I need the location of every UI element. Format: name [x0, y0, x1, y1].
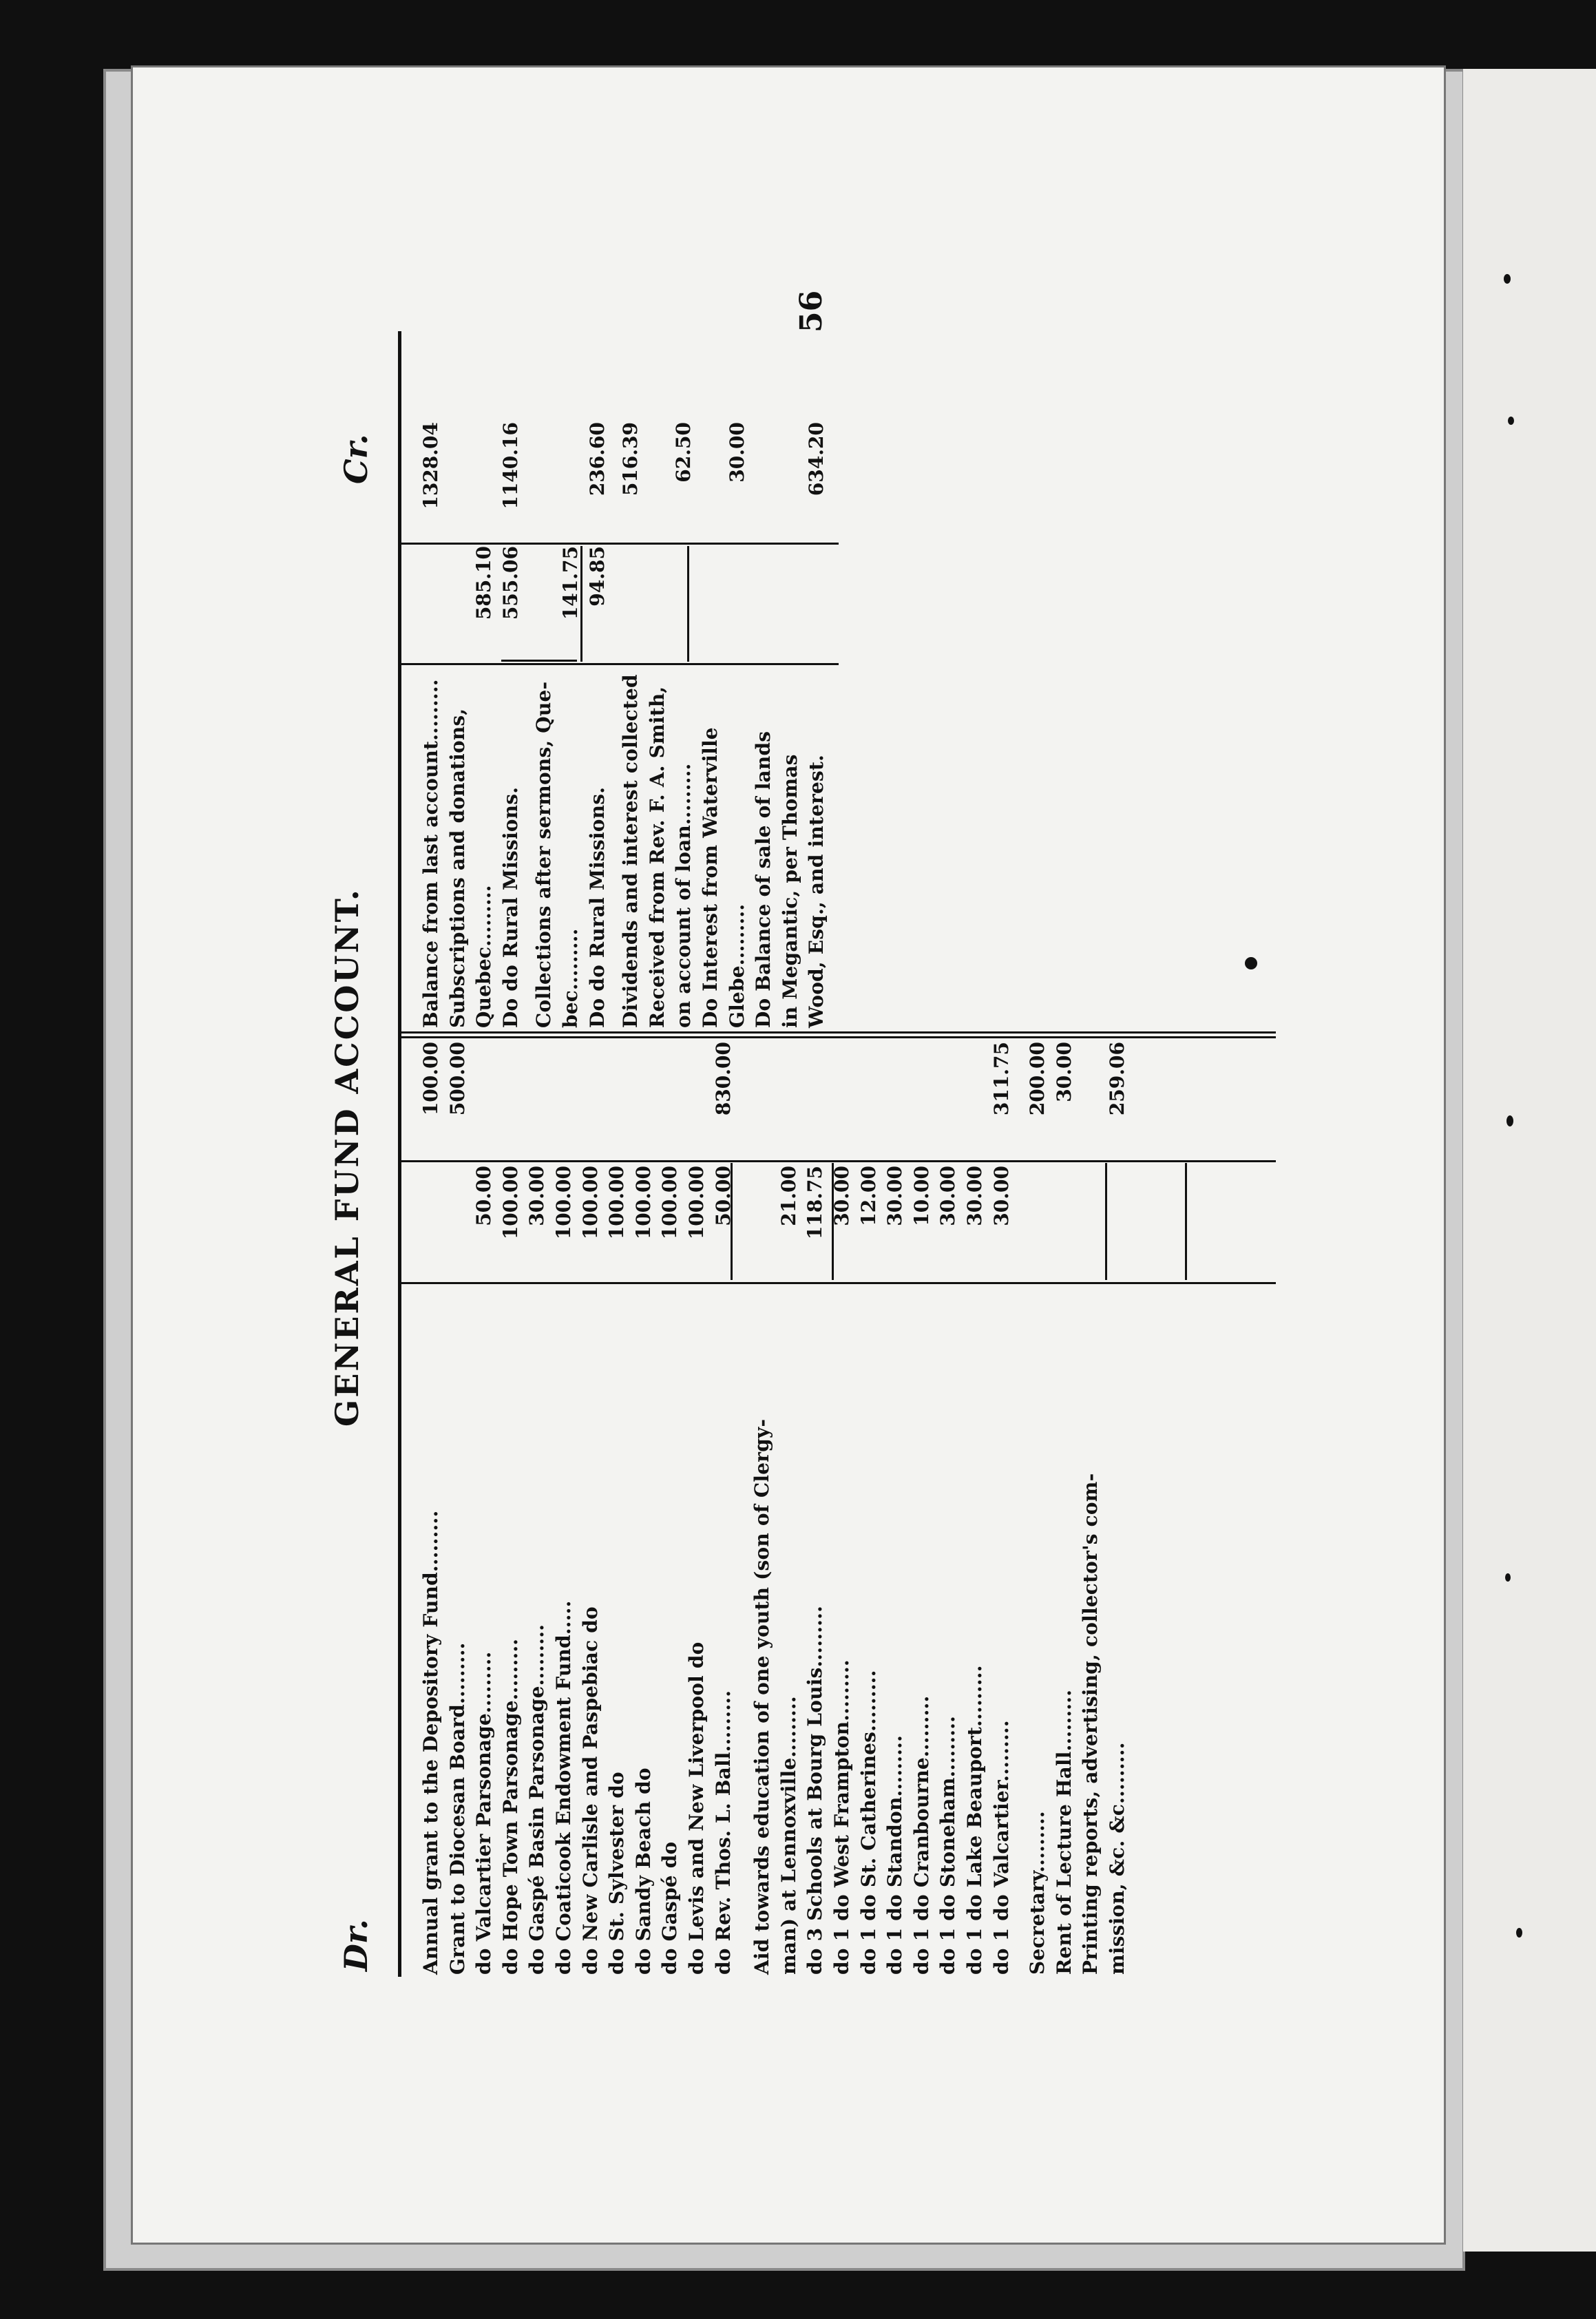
credit-item-label: Do do Rural Missions. — [585, 786, 609, 1028]
group-rule — [1105, 1163, 1107, 1280]
debit-total-amount: 500.00 — [445, 1042, 469, 1116]
credit-item-label: Received from Rev. F. A. Smith, — [645, 686, 669, 1028]
credit-item-amount: 585.10 — [472, 546, 496, 620]
center-double-rule — [398, 1031, 1276, 1033]
debit-item-amount: 50.00 — [711, 1166, 735, 1226]
debit-item-label: do 1 do St. Catherines......... — [857, 1670, 880, 1975]
debit-item-label: do Valcartier Parsonage......... — [472, 1651, 496, 1975]
ink-speck — [1505, 1573, 1511, 1582]
debit-item-label: do New Carlisle and Paspebiac do — [578, 1606, 602, 1975]
document-page — [131, 65, 1446, 2245]
debit-item-amount: 118.75 — [804, 1166, 827, 1240]
debit-item-label: do St. Sylvester do — [605, 1772, 629, 1975]
rotated-ledger — [133, 67, 1448, 2247]
debit-item-label: do Gaspé Basin Parsonage......... — [525, 1624, 549, 1975]
debit-item-label: mission, &c. &c......... — [1106, 1742, 1128, 1975]
debit-total-amount: 200.00 — [1026, 1042, 1049, 1116]
credit-item-amount: 94.85 — [585, 546, 609, 607]
credit-total-amount: 634.20 — [805, 422, 828, 496]
credit-total-amount: 1328.04 — [419, 422, 442, 510]
debit-item-amount: 12.00 — [857, 1166, 880, 1226]
debit-item-label: Secretary......... — [1026, 1811, 1049, 1975]
credit-item-label: Dividends and interest collected — [619, 674, 642, 1028]
credit-total-amount: 30.00 — [725, 422, 748, 483]
credit-item-label: Do do Rural Missions. — [498, 786, 522, 1028]
debit-total-amount: 311.75 — [989, 1042, 1013, 1116]
credit-item-label: Quebec......... — [472, 885, 496, 1028]
page-title: GENERAL FUND ACCOUNT. — [328, 888, 366, 1427]
debit-item-label: do 1 do Valcartier......... — [989, 1720, 1013, 1975]
ink-speck — [1516, 1928, 1522, 1938]
group-rule — [687, 546, 689, 662]
credit-item-label: bec......... — [559, 928, 582, 1028]
credit-item-label: Do Balance of sale of lands — [752, 731, 775, 1028]
group-rule — [501, 660, 577, 662]
debit-col-rule — [398, 1160, 1276, 1162]
credit-item-label: in Megantic, per Thomas — [778, 754, 801, 1028]
credit-total-amount: 1140.16 — [498, 422, 522, 510]
debit-item-label: Printing reports, advertising, collector's com- — [1079, 1473, 1102, 1975]
credit-item-label: on account of loan......... — [672, 763, 695, 1028]
ink-speck — [1508, 417, 1514, 425]
debit-item-amount: 10.00 — [910, 1166, 933, 1226]
debit-item-amount: 100.00 — [552, 1166, 575, 1240]
page-number: 56 — [794, 290, 829, 333]
credit-total-amount: 62.50 — [672, 422, 695, 483]
debit-item-label: do Hope Town Parsonage......... — [498, 1638, 522, 1975]
debit-item-amount: 50.00 — [472, 1166, 496, 1226]
debit-item-label: do 1 do Stoneham......... — [936, 1715, 960, 1975]
debit-item-label: do 1 do Lake Beauport......... — [963, 1665, 986, 1975]
debit-item-amount: 30.00 — [525, 1166, 549, 1226]
credit-total-amount: 516.39 — [619, 422, 642, 496]
debit-item-label: Aid towards education of one youth (son of Clergy- — [750, 1418, 774, 1975]
credit-item-amount: 141.75 — [559, 546, 582, 620]
credit-item-label: Collections after sermons, Que- — [532, 681, 556, 1028]
ink-speck — [1506, 1115, 1513, 1126]
debit-item-label: man) at Lennoxville......... — [777, 1696, 800, 1975]
debit-item-amount: 100.00 — [498, 1166, 522, 1240]
debit-total-amount: 259.06 — [1106, 1042, 1128, 1116]
debit-total-amount: 830.00 — [711, 1042, 735, 1116]
facing-page-edge — [1463, 69, 1596, 2252]
credit-item-label: Glebe......... — [725, 903, 748, 1028]
debit-item-label: Grant to Diocesan Board......... — [445, 1642, 469, 1975]
debit-item-label: do 3 Schools at Bourg Louis......... — [804, 1605, 827, 1975]
debit-item-label: do Levis and New Liverpool do — [685, 1641, 708, 1975]
debit-item-amount: 100.00 — [685, 1166, 708, 1240]
debit-item-amount: 30.00 — [936, 1166, 960, 1226]
credit-item-label: Do Interest from Waterville — [699, 727, 722, 1028]
debit-item-amount: 30.00 — [883, 1166, 907, 1226]
ink-speck — [1504, 274, 1511, 284]
ink-speck — [1245, 957, 1257, 969]
debit-heading: Dr. — [337, 1919, 375, 1971]
debit-total-amount: 100.00 — [419, 1042, 442, 1116]
debit-item-label: do Sandy Beach do — [631, 1767, 655, 1975]
debit-item-amount: 30.00 — [989, 1166, 1013, 1226]
table-top-rule — [398, 331, 401, 1977]
debit-item-label: do Gaspé do — [658, 1841, 682, 1975]
debit-item-amount: 100.00 — [605, 1166, 629, 1240]
credit-heading: Cr. — [337, 434, 375, 484]
credit-item-amount: 555.06 — [498, 546, 522, 620]
group-rule — [1185, 1163, 1187, 1280]
debit-item-amount: 100.00 — [658, 1166, 682, 1240]
debit-item-amount: 21.00 — [777, 1166, 800, 1226]
credit-col-rule — [398, 543, 839, 545]
debit-total-amount: 30.00 — [1052, 1042, 1075, 1102]
debit-item-label: do 1 do Standon......... — [883, 1734, 907, 1975]
debit-col-rule — [398, 1282, 1276, 1284]
debit-item-label: do 1 do West Frampton......... — [830, 1659, 853, 1975]
debit-item-label: Annual grant to the Depository Fund......... — [419, 1510, 442, 1975]
debit-item-amount: 100.00 — [578, 1166, 602, 1240]
debit-item-amount: 100.00 — [631, 1166, 655, 1240]
debit-item-amount: 30.00 — [963, 1166, 986, 1226]
credit-item-label: Subscriptions and donations, — [445, 708, 469, 1028]
credit-item-label: Wood, Esq., and interest. — [805, 754, 828, 1028]
debit-item-label: do Rev. Thos. L. Ball......... — [711, 1690, 735, 1975]
debit-item-amount: 30.00 — [830, 1166, 853, 1226]
debit-item-label: do Coaticook Endowment Fund..... — [552, 1600, 575, 1975]
debit-item-label: do 1 do Cranbourne......... — [910, 1695, 933, 1975]
debit-item-label: Rent of Lecture Hall......... — [1052, 1689, 1075, 1975]
credit-total-amount: 236.60 — [585, 422, 609, 496]
center-double-rule — [398, 1036, 1276, 1038]
credit-item-label: Balance from last account......... — [419, 679, 442, 1028]
